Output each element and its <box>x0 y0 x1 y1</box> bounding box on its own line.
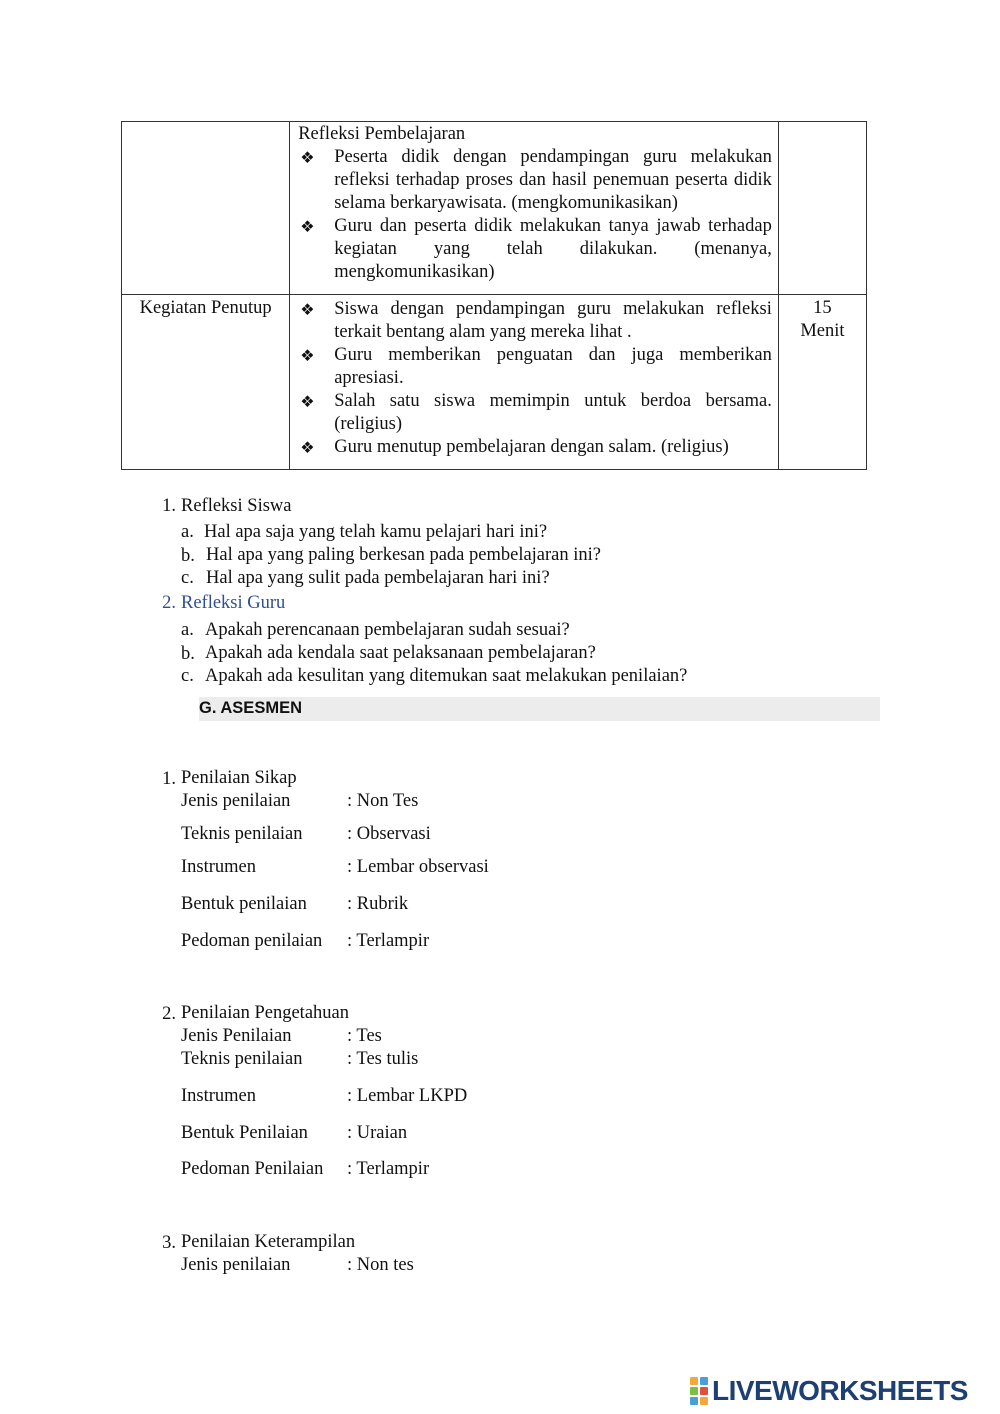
list-item: Hal apa yang sulit pada pembelajaran hari ini? <box>206 568 550 588</box>
list-item-letter: a. <box>181 522 194 542</box>
logo-text: LIVEWORKSHEETS <box>712 1375 968 1406</box>
assessment-row-value: : Non Tes <box>347 791 419 811</box>
list-number: 3. <box>162 1233 176 1253</box>
assessment-row-label: Bentuk penilaian <box>181 894 307 914</box>
lesson-activity-table <box>121 121 867 470</box>
assessment-title: Penilaian Sikap <box>181 768 297 788</box>
diamond-bullet-icon: ❖ <box>300 346 315 365</box>
list-item: Apakah perencanaan pembelajaran sudah sesuai? <box>205 620 570 640</box>
list-item: ❖ Guru memberikan penguatan dan juga memberikan apresiasi. <box>300 345 772 388</box>
list-number: 1. <box>162 769 176 789</box>
list-item: ❖ Peserta didik dengan pendampingan guru melakukan refleksi terhadap proses dan hasil penemuan peserta didik selama berkaryawisata. (mengkomunikasikan) <box>300 147 772 213</box>
activity-bullet-list <box>298 298 772 459</box>
diamond-bullet-icon: ❖ <box>300 217 315 236</box>
assessment-row-value: : Lembar observasi <box>347 857 489 877</box>
assessment-title: Penilaian Keterampilan <box>181 1232 356 1252</box>
list-item-letter: b. <box>181 546 195 566</box>
activity-description-cell <box>290 295 779 470</box>
time-unit: Menit <box>800 321 845 341</box>
list-item-letter: b. <box>181 644 195 664</box>
list-item: Apakah ada kendala saat pelaksanaan pembelajaran? <box>205 643 596 663</box>
assessment-row-value: : Terlampir <box>347 931 430 951</box>
diamond-bullet-icon: ❖ <box>300 148 315 167</box>
time-value: 15 <box>813 298 832 318</box>
diamond-bullet-icon: ❖ <box>300 300 315 319</box>
assessment-row-value: : Lembar LKPD <box>347 1086 468 1106</box>
activity-label-cell <box>122 122 290 295</box>
activity-label-cell: Kegiatan Penutup <box>122 295 290 470</box>
assessment-row-label: Bentuk Penilaian <box>181 1123 308 1143</box>
activity-time-cell <box>778 295 866 470</box>
diamond-bullet-icon: ❖ <box>300 438 315 457</box>
assessment-row-value: : Observasi <box>347 824 431 844</box>
reflection-siswa-title: Refleksi Siswa <box>181 496 292 516</box>
assessment-row-value: : Tes <box>347 1026 382 1046</box>
activity-heading: Refleksi Pembelajaran <box>298 124 466 144</box>
assessment-row-value: : Terlampir <box>347 1159 430 1179</box>
assessment-row-label: Pedoman penilaian <box>181 931 323 951</box>
liveworksheets-logo <box>690 1374 968 1408</box>
list-item-letter: a. <box>181 620 194 640</box>
activity-time-cell <box>778 122 866 295</box>
table-row <box>122 122 867 295</box>
assessment-row-label: Instrumen <box>181 1086 257 1106</box>
activity-bullet-list <box>298 146 772 284</box>
list-item: ❖ Salah satu siswa memimpin untuk berdoa bersama. (religius) <box>300 391 772 434</box>
list-item-letter: c. <box>181 568 194 588</box>
assessment-row-label: Jenis Penilaian <box>181 1026 292 1046</box>
list-number: 2. <box>162 593 176 613</box>
assessment-row-label: Teknis penilaian <box>181 1049 303 1069</box>
reflection-guru-title: Refleksi Guru <box>181 593 286 613</box>
assessment-row-value: : Rubrik <box>347 894 409 914</box>
assessment-row-label: Jenis penilaian <box>181 1255 291 1275</box>
assessment-row-label: Jenis penilaian <box>181 791 291 811</box>
list-item: ❖ Guru menutup pembelajaran dengan salam. (religius) <box>300 437 729 457</box>
assessment-row-value: : Non tes <box>347 1255 414 1275</box>
list-item: ❖ Guru dan peserta didik melakukan tanya jawab terhadap kegiatan yang telah dilakukan. (menanya, mengkomunikasikan) <box>300 216 772 282</box>
list-item: Hal apa yang paling berkesan pada pembelajaran ini? <box>206 545 602 565</box>
assessment-row-value: : Uraian <box>347 1123 408 1143</box>
diamond-bullet-icon: ❖ <box>300 392 315 411</box>
assessment-row-label: Pedoman Penilaian <box>181 1159 324 1179</box>
section-header-bar <box>199 697 880 721</box>
liveworksheets-logo-icon <box>690 1377 708 1405</box>
table-row <box>122 295 867 470</box>
list-number: 1. <box>162 496 176 516</box>
assessment-title: Penilaian Pengetahuan <box>181 1003 349 1023</box>
list-item: ❖ Siswa dengan pendampingan guru melakukan refleksi terkait bentang alam yang mereka lihat . <box>300 299 772 342</box>
list-number: 2. <box>162 1004 176 1024</box>
list-item: Apakah ada kesulitan yang ditemukan saat melakukan penilaian? <box>205 666 688 686</box>
list-item-letter: c. <box>181 666 194 686</box>
assessment-row-label: Teknis penilaian <box>181 824 303 844</box>
assessment-row-label: Instrumen <box>181 857 257 877</box>
assessment-row-value: : Tes tulis <box>347 1049 419 1069</box>
list-item: Hal apa saja yang telah kamu pelajari hari ini? <box>204 522 548 542</box>
section-title: G. ASESMEN <box>199 699 302 717</box>
activity-description-cell <box>290 122 779 295</box>
